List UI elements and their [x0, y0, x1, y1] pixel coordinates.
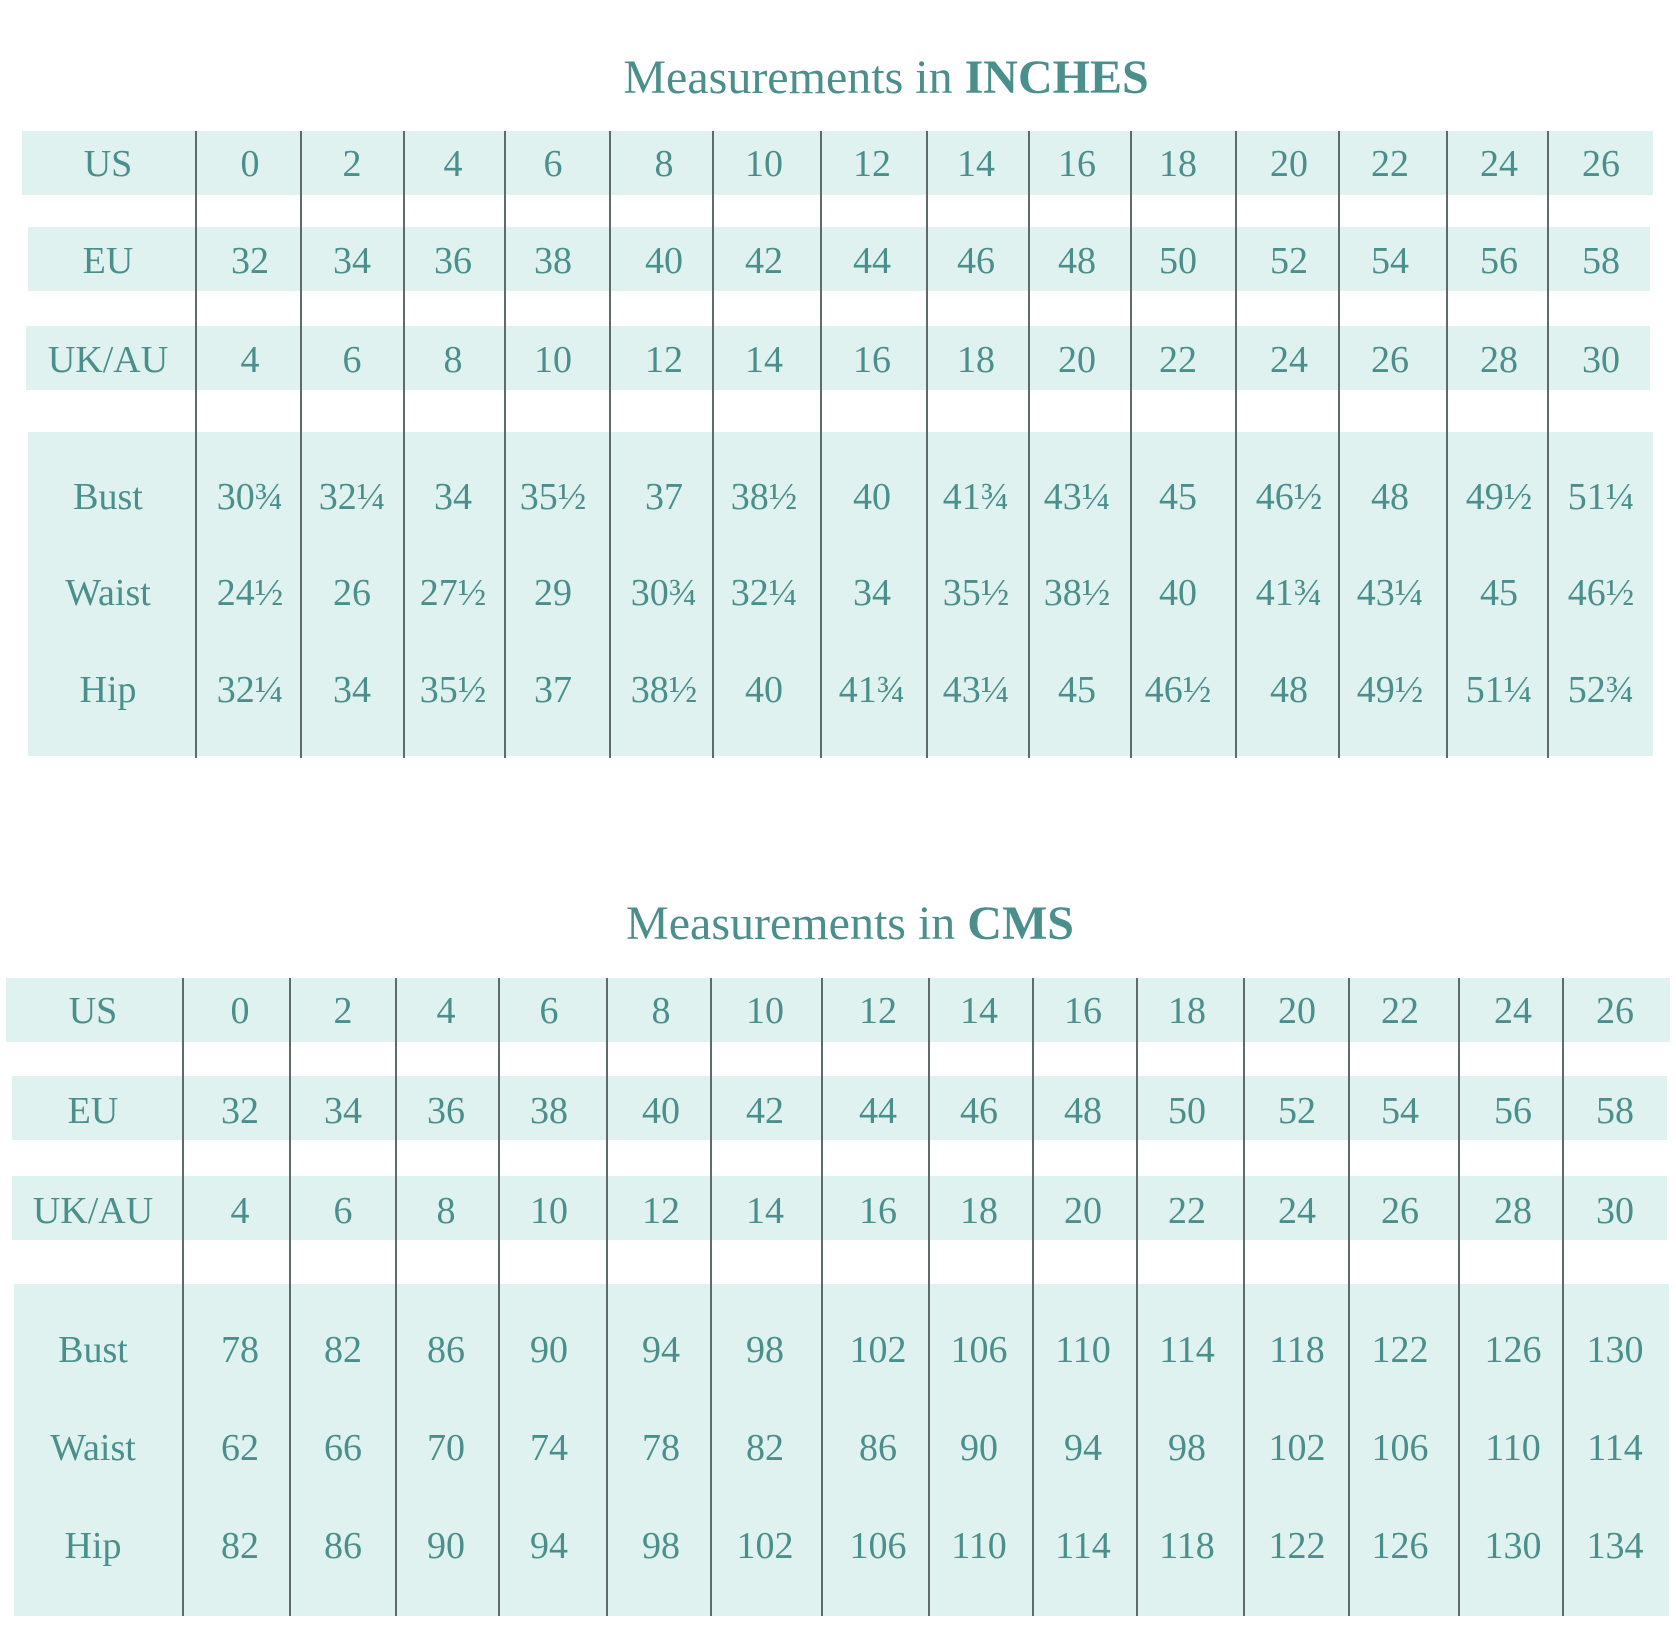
inches-cell-ukau-4: 12	[645, 339, 683, 381]
inches-column-divider	[820, 131, 822, 758]
inches-cell-bust-8: 43¼	[1043, 476, 1111, 518]
cms-column-divider	[182, 978, 184, 1616]
cms-cell-ukau-10: 24	[1278, 1190, 1316, 1232]
cms-cell-hip-2: 90	[427, 1525, 465, 1567]
cms-cell-ukau-11: 26	[1381, 1190, 1419, 1232]
cms-cell-hip-10: 122	[1268, 1525, 1326, 1567]
inches-row-label-eu: EU	[82, 240, 134, 282]
inches-column-divider	[609, 131, 611, 758]
cms-row-label-ukau: UK/AU	[32, 1190, 154, 1232]
inches-cell-us-4: 8	[654, 143, 674, 185]
inches-cell-us-1: 2	[342, 143, 362, 185]
inches-cell-hip-10: 48	[1270, 669, 1308, 711]
cms-cell-eu-11: 54	[1381, 1090, 1419, 1132]
inches-cell-us-13: 26	[1582, 143, 1620, 185]
inches-cell-bust-12: 49½	[1465, 476, 1533, 518]
inches-column-divider	[300, 131, 302, 758]
inches-table-title	[623, 50, 1148, 105]
cms-cell-bust-0: 78	[221, 1329, 259, 1371]
cms-cell-hip-12: 130	[1484, 1525, 1542, 1567]
inches-cell-waist-13: 46½	[1567, 572, 1635, 614]
inches-cell-ukau-2: 8	[443, 339, 463, 381]
inches-cell-eu-8: 48	[1058, 240, 1096, 282]
inches-cell-ukau-7: 18	[957, 339, 995, 381]
inches-cell-waist-4: 30¾	[630, 572, 698, 614]
inches-cell-waist-8: 38½	[1043, 572, 1111, 614]
cms-cell-hip-9: 118	[1159, 1525, 1215, 1567]
cms-cell-us-12: 24	[1494, 990, 1532, 1032]
cms-cell-ukau-2: 8	[436, 1190, 456, 1232]
cms-cell-bust-1: 82	[324, 1329, 362, 1371]
inches-cell-hip-7: 43¼	[942, 669, 1010, 711]
cms-cell-hip-13: 134	[1586, 1525, 1644, 1567]
inches-cell-eu-3: 38	[534, 240, 572, 282]
cms-cell-us-2: 4	[436, 990, 456, 1032]
inches-cell-hip-4: 38½	[630, 669, 698, 711]
cms-column-divider	[1136, 978, 1138, 1616]
cms-cell-waist-3: 74	[530, 1427, 568, 1469]
cms-cell-waist-1: 66	[324, 1427, 362, 1469]
inches-cell-ukau-13: 30	[1582, 339, 1620, 381]
cms-cell-bust-9: 114	[1159, 1329, 1215, 1371]
inches-row-label-us: US	[83, 143, 133, 185]
inches-column-divider	[504, 131, 506, 758]
cms-title-prefix: Measurements in	[626, 897, 968, 950]
inches-column-divider	[195, 131, 197, 758]
cms-cell-ukau-8: 20	[1064, 1190, 1102, 1232]
inches-cell-bust-11: 48	[1371, 476, 1409, 518]
inches-cell-ukau-9: 22	[1159, 339, 1197, 381]
cms-cell-us-4: 8	[651, 990, 671, 1032]
cms-us-row-band	[6, 978, 1670, 1042]
cms-cell-waist-6: 86	[859, 1427, 897, 1469]
inches-cell-waist-7: 35½	[942, 572, 1010, 614]
inches-cell-waist-5: 32¼	[730, 572, 798, 614]
cms-cell-ukau-5: 14	[746, 1190, 784, 1232]
cms-cell-bust-13: 130	[1586, 1329, 1644, 1371]
inches-column-divider	[1235, 131, 1237, 758]
inches-cell-eu-5: 42	[745, 240, 783, 282]
inches-cell-ukau-0: 4	[240, 339, 260, 381]
inches-cell-waist-2: 27½	[419, 572, 487, 614]
inches-column-divider	[403, 131, 405, 758]
cms-row-label-waist: Waist	[50, 1427, 136, 1469]
cms-cell-bust-5: 98	[746, 1329, 784, 1371]
cms-cell-waist-8: 94	[1064, 1427, 1102, 1469]
inches-cell-us-2: 4	[443, 143, 463, 185]
inches-cell-waist-0: 24½	[216, 572, 284, 614]
inches-row-label-waist: Waist	[65, 572, 151, 614]
cms-cell-us-13: 26	[1596, 990, 1634, 1032]
cms-cell-ukau-1: 6	[333, 1190, 353, 1232]
cms-cell-us-7: 14	[960, 990, 998, 1032]
inches-cell-bust-6: 40	[853, 476, 891, 518]
cms-cell-us-6: 12	[859, 990, 897, 1032]
inches-column-divider	[926, 131, 928, 758]
cms-cell-bust-3: 90	[530, 1329, 568, 1371]
inches-row-label-ukau: UK/AU	[47, 339, 169, 381]
cms-column-divider	[289, 978, 291, 1616]
cms-cell-hip-3: 94	[530, 1525, 568, 1567]
cms-row-label-eu: EU	[67, 1090, 119, 1132]
cms-column-divider	[1032, 978, 1034, 1616]
inches-cell-us-3: 6	[543, 143, 563, 185]
inches-cell-us-11: 22	[1371, 143, 1409, 185]
cms-row-label-bust: Bust	[58, 1329, 128, 1371]
cms-cell-eu-5: 42	[746, 1090, 784, 1132]
cms-cell-eu-6: 44	[859, 1090, 897, 1132]
cms-cell-eu-4: 40	[642, 1090, 680, 1132]
cms-column-divider	[498, 978, 500, 1616]
cms-cell-bust-12: 126	[1484, 1329, 1542, 1371]
inches-cell-ukau-3: 10	[534, 339, 572, 381]
cms-cell-hip-8: 114	[1055, 1525, 1111, 1567]
cms-column-divider	[1562, 978, 1564, 1616]
cms-cell-us-5: 10	[746, 990, 784, 1032]
inches-row-label-bust: Bust	[73, 476, 143, 518]
cms-cell-hip-11: 126	[1371, 1525, 1429, 1567]
inches-column-divider	[1130, 131, 1132, 758]
inches-cell-us-0: 0	[240, 143, 260, 185]
inches-cell-ukau-8: 20	[1058, 339, 1096, 381]
inches-cell-ukau-6: 16	[853, 339, 891, 381]
cms-cell-eu-10: 52	[1278, 1090, 1316, 1132]
cms-cell-hip-0: 82	[221, 1525, 259, 1567]
inches-cell-waist-10: 41¾	[1255, 572, 1323, 614]
inches-cell-waist-12: 45	[1480, 572, 1518, 614]
cms-cell-us-1: 2	[333, 990, 353, 1032]
cms-cell-bust-8: 110	[1055, 1329, 1111, 1371]
cms-cell-waist-4: 78	[642, 1427, 680, 1469]
cms-cell-us-10: 20	[1278, 990, 1316, 1032]
cms-column-divider	[821, 978, 823, 1616]
inches-cell-eu-12: 56	[1480, 240, 1518, 282]
cms-cell-waist-5: 82	[746, 1427, 784, 1469]
cms-cell-ukau-3: 10	[530, 1190, 568, 1232]
inches-title-unit: INCHES	[964, 51, 1149, 104]
cms-cell-hip-5: 102	[736, 1525, 794, 1567]
inches-cell-eu-7: 46	[957, 240, 995, 282]
inches-cell-hip-9: 46½	[1144, 669, 1212, 711]
cms-cell-ukau-9: 22	[1168, 1190, 1206, 1232]
cms-cell-eu-2: 36	[427, 1090, 465, 1132]
inches-cell-ukau-5: 14	[745, 339, 783, 381]
cms-cell-bust-2: 86	[427, 1329, 465, 1371]
inches-cell-us-9: 18	[1159, 143, 1197, 185]
inches-cell-ukau-10: 24	[1270, 339, 1308, 381]
cms-cell-eu-8: 48	[1064, 1090, 1102, 1132]
inches-cell-us-6: 12	[853, 143, 891, 185]
cms-cell-waist-11: 106	[1371, 1427, 1429, 1469]
inches-column-divider	[1446, 131, 1448, 758]
inches-cell-eu-9: 50	[1159, 240, 1197, 282]
inches-cell-eu-13: 58	[1582, 240, 1620, 282]
inches-row-label-hip: Hip	[79, 669, 137, 711]
inches-cell-eu-0: 32	[231, 240, 269, 282]
inches-cell-eu-11: 54	[1371, 240, 1409, 282]
cms-cell-hip-6: 106	[849, 1525, 907, 1567]
cms-cell-bust-6: 102	[849, 1329, 907, 1371]
cms-title-unit: CMS	[967, 897, 1074, 950]
inches-cell-hip-0: 32¼	[216, 669, 284, 711]
cms-row-label-us: US	[68, 990, 118, 1032]
cms-column-divider	[710, 978, 712, 1616]
cms-cell-ukau-7: 18	[960, 1190, 998, 1232]
cms-cell-waist-2: 70	[427, 1427, 465, 1469]
inches-cell-bust-1: 32¼	[318, 476, 386, 518]
cms-cell-eu-7: 46	[960, 1090, 998, 1132]
cms-cell-eu-13: 58	[1596, 1090, 1634, 1132]
inches-cell-bust-7: 41¾	[942, 476, 1010, 518]
cms-cell-bust-7: 106	[950, 1329, 1008, 1371]
cms-cell-waist-9: 98	[1168, 1427, 1206, 1469]
cms-cell-ukau-6: 16	[859, 1190, 897, 1232]
inches-cell-hip-1: 34	[333, 669, 371, 711]
inches-cell-hip-12: 51¼	[1465, 669, 1533, 711]
cms-cell-us-9: 18	[1168, 990, 1206, 1032]
cms-cell-ukau-13: 30	[1596, 1190, 1634, 1232]
inches-cell-ukau-11: 26	[1371, 339, 1409, 381]
cms-cell-eu-0: 32	[221, 1090, 259, 1132]
cms-cell-eu-9: 50	[1168, 1090, 1206, 1132]
cms-column-divider	[928, 978, 930, 1616]
cms-table-title	[626, 896, 1074, 951]
cms-column-divider	[1243, 978, 1245, 1616]
cms-cell-ukau-4: 12	[642, 1190, 680, 1232]
cms-cell-hip-1: 86	[324, 1525, 362, 1567]
inches-cell-bust-2: 34	[434, 476, 472, 518]
inches-column-divider	[1338, 131, 1340, 758]
cms-column-divider	[606, 978, 608, 1616]
cms-cell-bust-4: 94	[642, 1329, 680, 1371]
cms-cell-us-0: 0	[230, 990, 250, 1032]
inches-cell-bust-0: 30¾	[216, 476, 284, 518]
inches-cell-us-8: 16	[1058, 143, 1096, 185]
inches-cell-waist-6: 34	[853, 572, 891, 614]
inches-cell-waist-11: 43¼	[1356, 572, 1424, 614]
cms-column-divider	[1458, 978, 1460, 1616]
cms-cell-us-11: 22	[1381, 990, 1419, 1032]
cms-cell-ukau-12: 28	[1494, 1190, 1532, 1232]
cms-cell-hip-4: 98	[642, 1525, 680, 1567]
inches-cell-eu-10: 52	[1270, 240, 1308, 282]
inches-column-divider	[1547, 131, 1549, 758]
cms-cell-waist-13: 114	[1587, 1427, 1643, 1469]
cms-cell-us-8: 16	[1064, 990, 1102, 1032]
cms-column-divider	[395, 978, 397, 1616]
cms-row-label-hip: Hip	[64, 1525, 122, 1567]
cms-cell-waist-7: 90	[960, 1427, 998, 1469]
cms-cell-us-3: 6	[539, 990, 559, 1032]
inches-cell-hip-5: 40	[745, 669, 783, 711]
inches-cell-ukau-12: 28	[1480, 339, 1518, 381]
inches-cell-eu-4: 40	[645, 240, 683, 282]
inches-cell-us-12: 24	[1480, 143, 1518, 185]
inches-cell-eu-2: 36	[434, 240, 472, 282]
cms-cell-eu-3: 38	[530, 1090, 568, 1132]
inches-cell-waist-1: 26	[333, 572, 371, 614]
inches-column-divider	[712, 131, 714, 758]
cms-cell-eu-12: 56	[1494, 1090, 1532, 1132]
inches-cell-waist-9: 40	[1159, 572, 1197, 614]
cms-cell-eu-1: 34	[324, 1090, 362, 1132]
cms-cell-bust-10: 118	[1269, 1329, 1325, 1371]
inches-cell-hip-6: 41¾	[838, 669, 906, 711]
inches-column-divider	[1028, 131, 1030, 758]
inches-cell-waist-3: 29	[534, 572, 572, 614]
inches-cell-hip-2: 35½	[419, 669, 487, 711]
cms-cell-ukau-0: 4	[230, 1190, 250, 1232]
inches-cell-eu-6: 44	[853, 240, 891, 282]
inches-cell-hip-8: 45	[1058, 669, 1096, 711]
inches-cell-bust-4: 37	[645, 476, 683, 518]
inches-title-prefix: Measurements in	[623, 51, 965, 104]
inches-cell-hip-11: 49½	[1356, 669, 1424, 711]
inches-cell-eu-1: 34	[333, 240, 371, 282]
inches-cell-bust-5: 38½	[730, 476, 798, 518]
inches-cell-bust-3: 35½	[519, 476, 587, 518]
inches-cell-ukau-1: 6	[342, 339, 362, 381]
cms-cell-bust-11: 122	[1371, 1329, 1429, 1371]
inches-cell-bust-10: 46½	[1255, 476, 1323, 518]
cms-cell-waist-12: 110	[1485, 1427, 1541, 1469]
inches-cell-us-5: 10	[745, 143, 783, 185]
cms-cell-waist-10: 102	[1268, 1427, 1326, 1469]
cms-cell-waist-0: 62	[221, 1427, 259, 1469]
inches-cell-hip-13: 52¾	[1567, 669, 1635, 711]
cms-column-divider	[1348, 978, 1350, 1616]
inches-cell-hip-3: 37	[534, 669, 572, 711]
cms-cell-hip-7: 110	[951, 1525, 1007, 1567]
inches-cell-us-7: 14	[957, 143, 995, 185]
inches-cell-bust-13: 51¼	[1567, 476, 1635, 518]
inches-cell-us-10: 20	[1270, 143, 1308, 185]
inches-cell-bust-9: 45	[1159, 476, 1197, 518]
